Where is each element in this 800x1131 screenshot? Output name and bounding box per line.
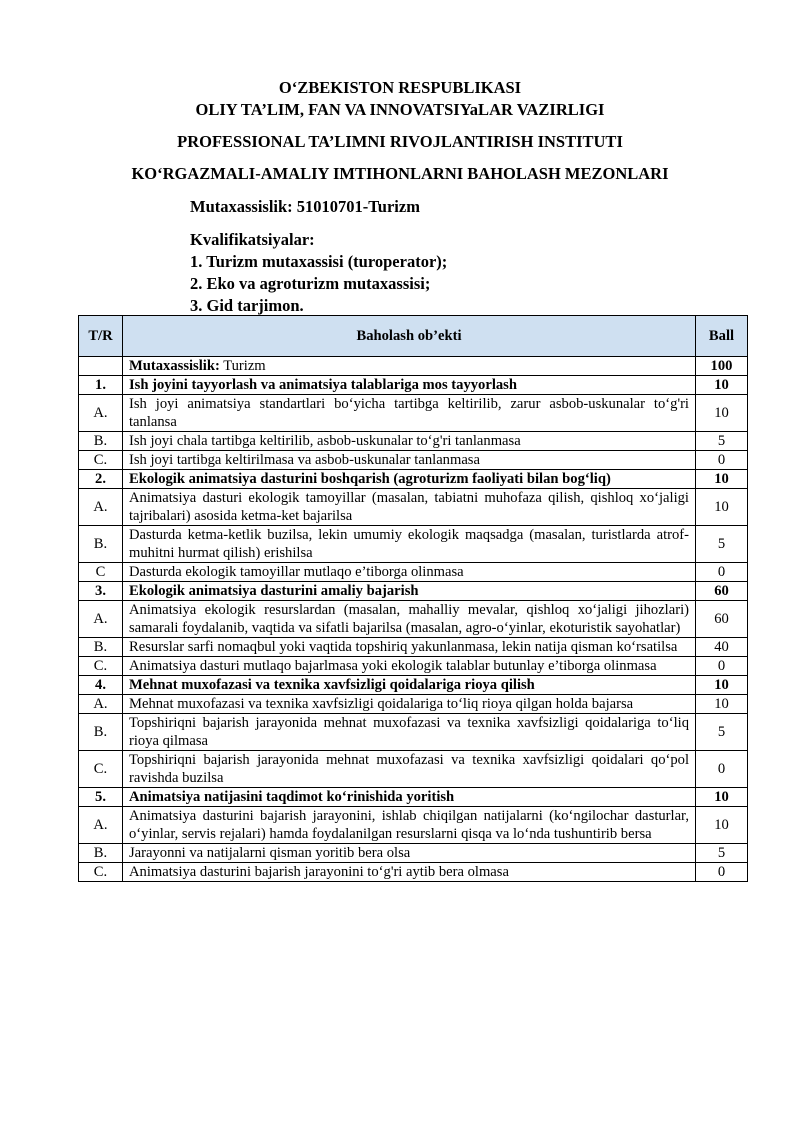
criterion-letter: A.	[79, 695, 123, 714]
specialty-row	[79, 357, 748, 376]
section-num: 5.	[79, 788, 123, 807]
header-score: Ball	[696, 316, 748, 357]
empty-cell	[79, 357, 123, 376]
total-score: 100	[696, 357, 748, 376]
criterion-row	[79, 714, 748, 751]
specialty-value: Turizm	[219, 358, 266, 374]
criterion-letter: B.	[79, 638, 123, 657]
criterion-row	[79, 526, 748, 563]
criterion-text: Topshiriqni bajarish jarayonida mehnat muxofazasi va texnika xavfsizligi qoidalariga to‘liq rioya qilmasa	[123, 714, 696, 751]
section-score: 10	[696, 376, 748, 395]
criterion-row	[79, 432, 748, 451]
criterion-row	[79, 451, 748, 470]
criterion-text: Mehnat muxofazasi va texnika xavfsizligi qoidalariga to‘liq rioya qilgan holda bajarsa	[123, 695, 696, 714]
criterion-letter: B.	[79, 526, 123, 563]
ministry-country: O‘ZBEKISTON RESPUBLIKASI	[278, 78, 522, 97]
criterion-text: Jarayonni va natijalarni qisman yoritib bera olsa	[123, 844, 696, 863]
criterion-score: 0	[696, 563, 748, 582]
criterion-text: Animatsiya dasturi mutlaqo bajarlmasa yoki ekologik talablar butunlay e’tiborga olinmasa	[123, 657, 696, 676]
criterion-text: Resurslar sarfi nomaqbul yoki vaqtida topshiriq yakunlanmasa, lekin natija qisman ko‘rsatilsa	[123, 638, 696, 657]
section-num: 2.	[79, 470, 123, 489]
criterion-row	[79, 751, 748, 788]
criterion-row	[79, 638, 748, 657]
criterion-row	[79, 395, 748, 432]
criterion-row	[79, 844, 748, 863]
section-score: 60	[696, 582, 748, 601]
criterion-letter: B.	[79, 432, 123, 451]
section-num: 1.	[79, 376, 123, 395]
criterion-row	[79, 601, 748, 638]
criteria-table	[78, 315, 748, 882]
criterion-text: Dasturda ekologik tamoyillar mutlaqo e’tiborga olinmasa	[123, 563, 696, 582]
criterion-text: Animatsiya dasturini bajarish jarayonini to‘g'ri aytib bera olmasa	[123, 863, 696, 882]
section-row	[79, 676, 748, 695]
specialty-cell	[123, 357, 696, 376]
criterion-score: 5	[696, 714, 748, 751]
criterion-score: 40	[696, 638, 748, 657]
table-header-row	[79, 316, 748, 357]
criterion-letter: A.	[79, 489, 123, 526]
criterion-score: 0	[696, 451, 748, 470]
section-title: Ekologik animatsiya dasturini boshqarish (agroturizm faoliyati bilan bog‘liq)	[123, 470, 696, 489]
criterion-row	[79, 489, 748, 526]
ministry-name: OLIY TA’LIM, FAN VA INNOVATSIYaLAR VAZIRLIGI	[195, 100, 605, 119]
criterion-letter: A.	[79, 807, 123, 844]
criterion-letter: C.	[79, 451, 123, 470]
section-row	[79, 582, 748, 601]
criterion-row	[79, 863, 748, 882]
specialty-line: Mutaxassislik: 51010701-Turizm	[190, 197, 420, 216]
section-score: 10	[696, 676, 748, 695]
header-object: Baholash ob’ekti	[123, 316, 696, 357]
section-row	[79, 376, 748, 395]
criterion-text: Ish joyi animatsiya standartlari bo‘yicha tartibga keltirilib, zarur asbob-uskunalar to‘g'ri tanlansa	[123, 395, 696, 432]
section-num: 3.	[79, 582, 123, 601]
criterion-text: Animatsiya dasturi ekologik tamoyillar (masalan, tabiatni muhofaza qilish, qishloq xo‘jaligi tajribalari) asosida ketma-ket bajarilsa	[123, 489, 696, 526]
section-num: 4.	[79, 676, 123, 695]
criterion-score: 10	[696, 395, 748, 432]
criterion-score: 0	[696, 657, 748, 676]
criterion-letter: C.	[79, 863, 123, 882]
criterion-text: Dasturda ketma-ketlik buzilsa, lekin umumiy ekologik maqsadga (masalan, turistlarda atrof-muhitni hurmat qilish) erishilsa	[123, 526, 696, 563]
section-title: Ekologik animatsiya dasturini amaliy bajarish	[123, 582, 696, 601]
criterion-letter: B.	[79, 714, 123, 751]
criterion-score: 5	[696, 844, 748, 863]
section-title: Animatsiya natijasini taqdimot ko‘rinishida yoritish	[123, 788, 696, 807]
criterion-text: Animatsiya dasturini bajarish jarayonini, ishlab chiqilgan natijalarni (ko‘ngilochar dasturlar, o‘yinlar, servis rejalari) hamda foydalanilgan resurslarni qisqa va lo‘nda tushuntirib bersa	[123, 807, 696, 844]
criterion-score: 60	[696, 601, 748, 638]
criterion-score: 10	[696, 695, 748, 714]
section-row	[79, 470, 748, 489]
criterion-row	[79, 695, 748, 714]
table-body	[79, 357, 748, 882]
criterion-letter: A.	[79, 395, 123, 432]
criterion-score: 5	[696, 432, 748, 451]
criterion-letter: C	[79, 563, 123, 582]
section-row	[79, 788, 748, 807]
criterion-letter: A.	[79, 601, 123, 638]
criterion-text: Ish joyi tartibga keltirilmasa va asbob-uskunalar tanlanmasa	[123, 451, 696, 470]
criterion-text: Ish joyi chala tartibga keltirilib, asbob-uskunalar to‘g'ri tanlanmasa	[123, 432, 696, 451]
institute-name: PROFESSIONAL TA’LIMNI RIVOJLANTIRISH INSTITUTI	[177, 132, 623, 151]
criterion-text: Animatsiya ekologik resurslardan (masalan, mahalliy mevalar, qishloq xo‘jaligi jihozlari) samarali foydalanib, vaqtida va sifatli bajarilsa (masalan, agro-o‘yinlar, ekoturistik sayohatlar)	[123, 601, 696, 638]
criterion-score: 0	[696, 863, 748, 882]
qualification-item: 1. Turizm mutaxassisi (turoperator);	[190, 252, 448, 271]
criterion-row	[79, 563, 748, 582]
criterion-text: Topshiriqni bajarish jarayonida mehnat muxofazasi va texnika xavfsizligi qoidalari qo‘pol ravishda buzilsa	[123, 751, 696, 788]
specialty-label: Mutaxassislik:	[129, 358, 220, 374]
criterion-row	[79, 807, 748, 844]
document-title: KO‘RGAZMALI-AMALIY IMTIHONLARNI BAHOLASH MEZONLARI	[131, 164, 669, 183]
section-score: 10	[696, 788, 748, 807]
criterion-letter: C.	[79, 751, 123, 788]
section-title: Ish joyini tayyorlash va animatsiya talablariga mos tayyorlash	[123, 376, 696, 395]
section-title: Mehnat muxofazasi va texnika xavfsizligi qoidalariga rioya qilish	[123, 676, 696, 695]
criterion-row	[79, 657, 748, 676]
qualification-item: 2. Eko va agroturizm mutaxassisi;	[190, 274, 431, 293]
section-score: 10	[696, 470, 748, 489]
qualifications-title: Kvalifikatsiyalar:	[190, 230, 315, 249]
criterion-letter: C.	[79, 657, 123, 676]
criterion-score: 10	[696, 807, 748, 844]
qualification-item: 3. Gid tarjimon.	[190, 296, 304, 315]
criterion-letter: B.	[79, 844, 123, 863]
criterion-score: 5	[696, 526, 748, 563]
header-num: T/R	[79, 316, 123, 357]
criterion-score: 10	[696, 489, 748, 526]
criterion-score: 0	[696, 751, 748, 788]
